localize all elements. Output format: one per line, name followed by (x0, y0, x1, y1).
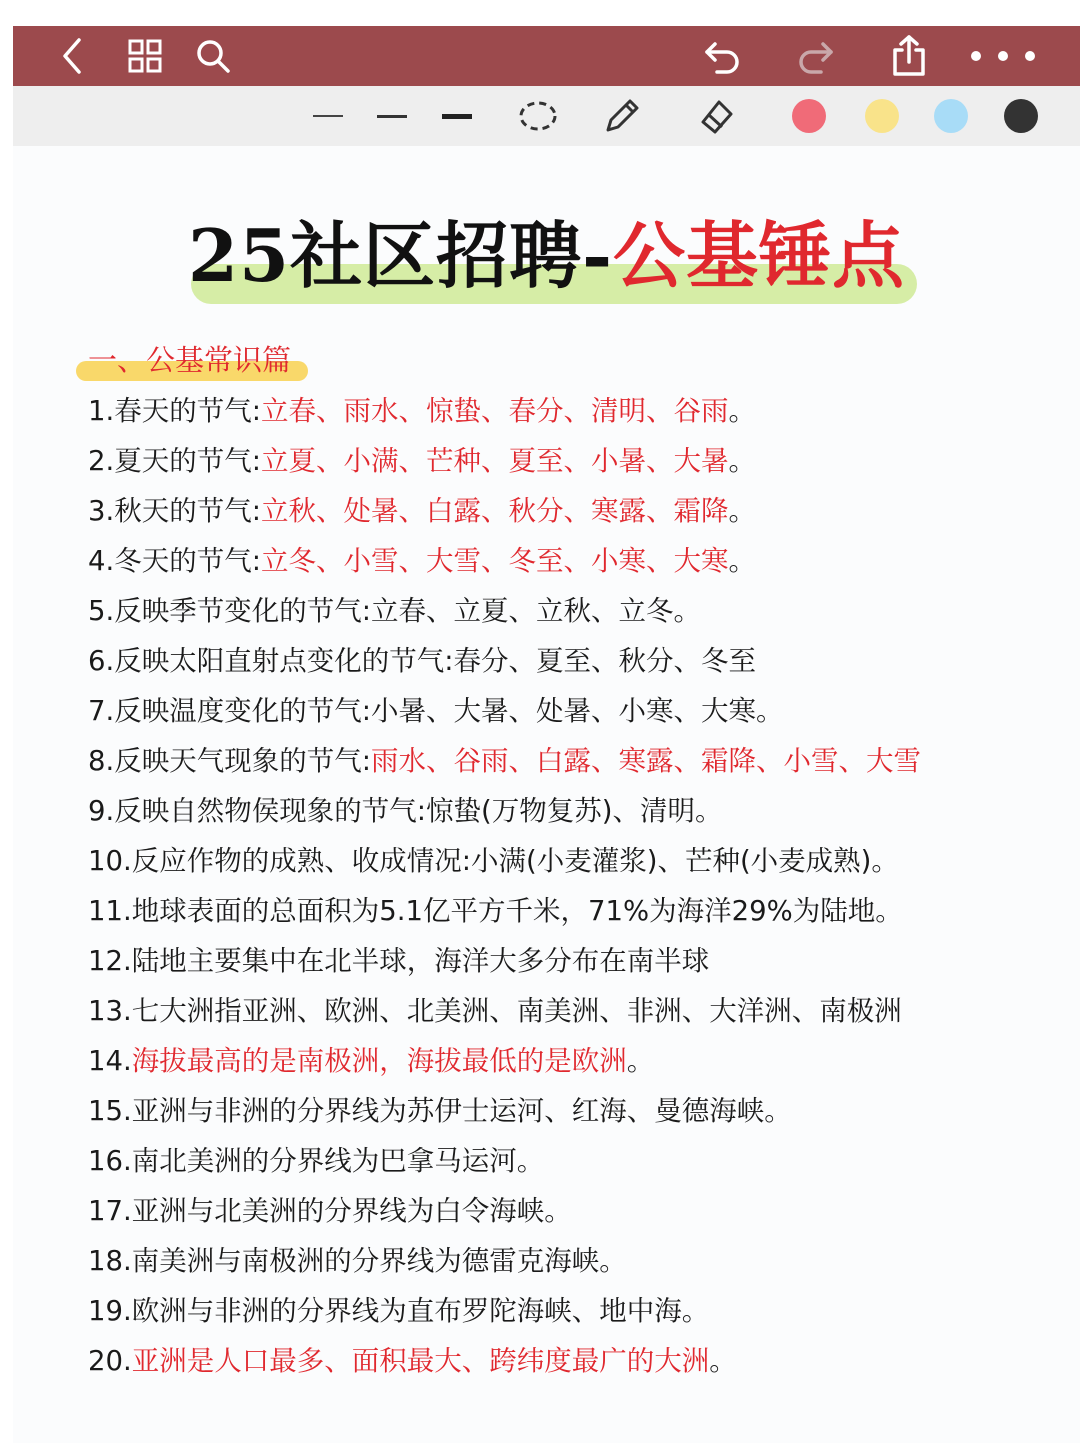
item-text: 冬天的节气: (114, 545, 262, 577)
item-text: 南美洲与南极洲的分界线为德雷克海峡。 (131, 1245, 627, 1277)
thin-pen-icon[interactable] (311, 86, 345, 146)
item-num: 5. (88, 595, 115, 627)
list-item (88, 786, 1068, 836)
note-content (13, 146, 1080, 1443)
item-text: 地球表面的总面积为5.1亿平方千米，71%为海洋29%为陆地。 (131, 895, 903, 927)
list-item (88, 386, 1068, 436)
item-text: 七大洲指亚洲、欧洲、北美洲、南美洲、非洲、大洋洲、南极洲 (131, 995, 902, 1027)
item-text: 反映季节变化的节气:立春、立夏、立秋、立冬。 (114, 595, 702, 627)
lasso-icon[interactable] (516, 86, 560, 146)
share-icon[interactable] (887, 26, 931, 86)
item-text: 反映温度变化的节气:小暑、大暑、处暑、小寒、大寒。 (114, 695, 784, 727)
section-title: 一、公基常识篇 (88, 343, 292, 377)
item-red: 亚洲是人口最多、面积最大、跨纬度最广的大洲 (131, 1345, 710, 1377)
drawing-toolbar (13, 86, 1080, 146)
thick-pen-icon[interactable] (440, 86, 474, 146)
redo-icon[interactable] (793, 26, 837, 86)
item-text: 欧洲与非洲的分界线为直布罗陀海峡、地中海。 (131, 1295, 710, 1327)
back-icon[interactable] (53, 26, 93, 86)
item-num: 11. (88, 895, 132, 927)
item-num: 12. (88, 945, 132, 977)
item-tail: 。 (728, 445, 757, 477)
item-text: 亚洲与北美洲的分界线为白令海峡。 (131, 1195, 572, 1227)
list-item (88, 1236, 1068, 1286)
page-title: 25社区招聘-公基锤点 (187, 213, 906, 298)
list-item (88, 986, 1068, 1036)
item-num: 10. (88, 845, 132, 877)
eraser-icon[interactable] (693, 86, 737, 146)
list-item (88, 486, 1068, 536)
list-item (88, 586, 1068, 636)
knowledge-list (88, 386, 1068, 1386)
item-num: 2. (88, 445, 115, 477)
list-item (88, 686, 1068, 736)
item-text: 亚洲与非洲的分界线为苏伊士运河、红海、曼德海峡。 (131, 1095, 792, 1127)
item-text: 陆地主要集中在北半球，海洋大多分布在南半球 (131, 945, 710, 977)
item-num: 14. (88, 1045, 132, 1077)
item-text: 春天的节气: (114, 395, 262, 427)
item-text: 夏天的节气: (114, 445, 262, 477)
pencil-icon[interactable] (600, 86, 644, 146)
item-num: 3. (88, 495, 115, 527)
list-item (88, 1036, 1068, 1086)
medium-pen-icon[interactable] (375, 86, 409, 146)
item-num: 13. (88, 995, 132, 1027)
item-text: 南北美洲的分界线为巴拿马运河。 (131, 1145, 545, 1177)
more-icon[interactable] (965, 26, 1041, 86)
color-red-swatch[interactable] (792, 86, 826, 146)
item-tail: 。 (626, 1045, 655, 1077)
item-num: 15. (88, 1095, 132, 1127)
item-tail: 。 (728, 395, 757, 427)
list-item (88, 1136, 1068, 1186)
list-item (88, 436, 1068, 486)
list-item (88, 636, 1068, 686)
item-text: 秋天的节气: (114, 495, 262, 527)
item-num: 17. (88, 1195, 132, 1227)
color-blue-swatch[interactable] (934, 86, 968, 146)
list-item (88, 1186, 1068, 1236)
item-num: 6. (88, 645, 115, 677)
item-red: 立冬、小雪、大雪、冬至、小寒、大寒 (261, 545, 729, 577)
item-num: 8. (88, 745, 115, 777)
list-item (88, 1086, 1068, 1136)
search-icon[interactable] (193, 26, 233, 86)
item-num: 1. (88, 395, 115, 427)
item-num: 19. (88, 1295, 132, 1327)
item-num: 7. (88, 695, 115, 727)
item-text: 反应作物的成熟、收成情况:小满(小麦灌浆)、芒种(小麦成熟)。 (131, 845, 899, 877)
grid-icon[interactable] (125, 26, 165, 86)
item-num: 4. (88, 545, 115, 577)
item-num: 16. (88, 1145, 132, 1177)
item-red: 立夏、小满、芒种、夏至、小暑、大暑 (261, 445, 729, 477)
note-page (13, 26, 1080, 1443)
title-block (13, 206, 1080, 316)
item-red: 海拔最高的是南极洲，海拔最低的是欧洲 (131, 1045, 627, 1077)
item-text: 反映天气现象的节气: (114, 745, 372, 777)
undo-icon[interactable] (701, 26, 745, 86)
item-red: 立秋、处暑、白露、秋分、寒露、霜降 (261, 495, 729, 527)
item-tail: 。 (728, 545, 757, 577)
item-red: 立春、雨水、惊蛰、春分、清明、谷雨 (261, 395, 729, 427)
item-num: 20. (88, 1345, 132, 1377)
list-item (88, 886, 1068, 936)
list-item (88, 1286, 1068, 1336)
item-tail: 。 (709, 1345, 737, 1377)
list-item (88, 936, 1068, 986)
color-black-swatch[interactable] (1004, 86, 1038, 146)
color-yellow-swatch[interactable] (865, 86, 899, 146)
list-item (88, 1336, 1068, 1386)
item-num: 18. (88, 1245, 132, 1277)
top-bar (13, 26, 1080, 86)
item-text: 反映自然物侯现象的节气:惊蛰(万物复苏)、清明。 (114, 795, 723, 827)
list-item (88, 836, 1068, 886)
item-red: 雨水、谷雨、白露、寒露、霜降、小雪、大雪 (371, 745, 922, 777)
list-item (88, 536, 1068, 586)
item-text: 反映太阳直射点变化的节气:春分、夏至、秋分、冬至 (114, 645, 757, 677)
item-num: 9. (88, 795, 115, 827)
item-tail: 。 (728, 495, 757, 527)
list-item (88, 736, 1068, 786)
